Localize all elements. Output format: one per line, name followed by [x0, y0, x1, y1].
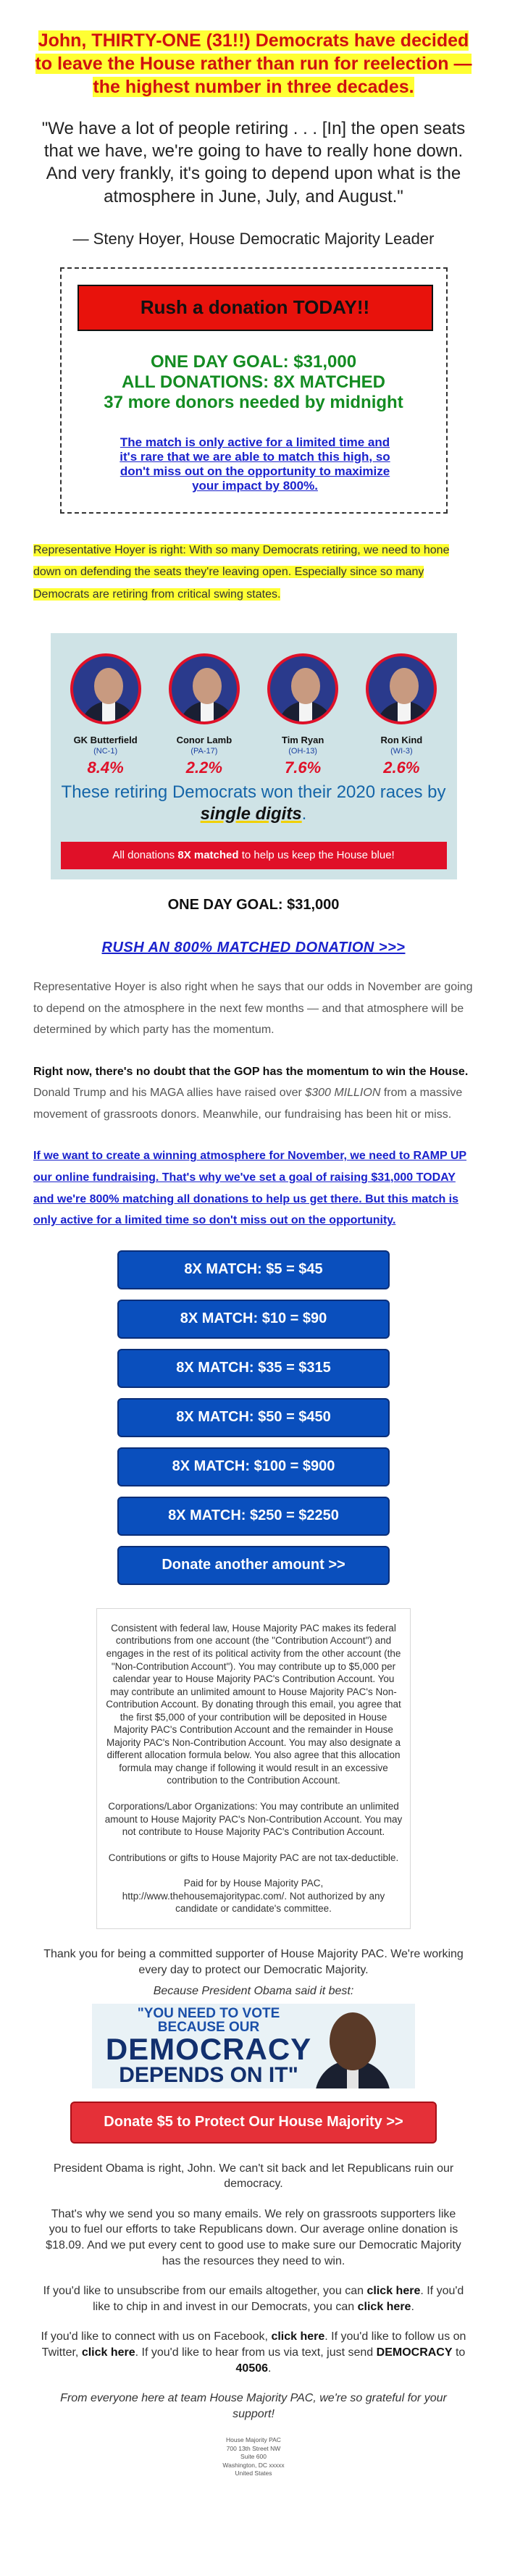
closing-p2: That's why we send you so many emails. We rely on grassroots supporters like you to fuel our efforts to take Republicans down. Our average online donation is $18.09. And we put every cent to good use to make sure our Democratic Majority has the resources they need to win. [46, 2207, 461, 2267]
closing-p3-end: . [411, 2300, 414, 2313]
rush-donation-button[interactable]: Rush a donation TODAY!! [77, 285, 433, 331]
graphic-text-end: . [301, 803, 307, 824]
rep-card [359, 653, 444, 777]
footer-line: 700 13th Street NW [226, 2444, 281, 2452]
rep-name: GK Butterfield [73, 734, 138, 745]
match-note-link[interactable]: The match is only active for a limited time and it's rare that we are able to match this high, so don't miss out on the opportunity to maximize your impact by 800%. [120, 435, 390, 493]
rep-card [260, 653, 345, 777]
goal-line-1: ONE DAY GOAL: $31,000 [150, 351, 357, 372]
banner-text: All donations [112, 849, 175, 862]
donate-50-button[interactable]: 8X MATCH: $50 = $450 [117, 1398, 390, 1437]
rep-name: Conor Lamb [176, 734, 232, 745]
footer-line: United States [235, 2470, 272, 2477]
momentum-amount: $300 MILLION [305, 1087, 381, 1100]
legal-disclaimer [96, 1608, 411, 1929]
hoyer-quote: "We have a lot of people retiring . . . [In] the open seats that we have, we're going to have to really hone down. And very frankly, it's going to depend upon what is the atmosphere in June, July, and August." [41, 119, 466, 206]
paragraph-momentum [33, 1061, 474, 1126]
rep-district: (WI-3) [390, 746, 413, 756]
goal-text [62, 352, 446, 414]
obama-quote-line-1: "YOU NEED TO VOTE BECAUSE OUR [137, 2005, 280, 2035]
protect-majority-button[interactable]: Donate $5 to Protect Our House Majority >> [70, 2102, 437, 2144]
rep-photo [70, 653, 141, 724]
retiring-democrats-graphic[interactable] [51, 633, 457, 879]
obama-quote-image[interactable] [92, 2004, 415, 2088]
closing-p4-text-3: . If you'd like to hear from us via text, just send [135, 2346, 374, 2359]
footer-line: Suite 600 [240, 2453, 267, 2461]
graphic-text-part: These retiring Democrats won their 2020 races by [61, 782, 446, 802]
thank-you-text: Thank you for being a committed supporter of House Majority PAC. We're working every day to protect our Democratic Majority. [43, 1947, 464, 1977]
rep-photo [267, 653, 338, 724]
closing-p3 [41, 2283, 466, 2314]
momentum-text-2: from a massive movement of grassroots donors. Meanwhile, our fundraising has been hit or miss. [33, 1087, 463, 1121]
footer-line: House Majority PAC [226, 2436, 281, 2444]
hoyer-note-text: Representative Hoyer is right: With so many Democrats retiring, we need to hone down on defending the seats they're leaving open. Especially since so many Democrats are retiring from critical swing states. [33, 543, 450, 601]
rep-margin: 8.4% [87, 758, 124, 777]
rep-card [162, 653, 247, 777]
text-keyword: DEMOCRACY [376, 2346, 453, 2359]
obama-intro: Because President Obama said it best: [153, 1984, 354, 1997]
footer-line: Washington, DC xxxxx [222, 2461, 285, 2469]
closing-p4-text-4: to [455, 2346, 466, 2359]
disclaimer-paid-for: Paid for by House Majority PAC, http://www.thehousemajoritypac.com/. Not authorized by any candidate or candidate's committee. [122, 1878, 385, 1915]
rep-district: (NC-1) [93, 746, 118, 756]
hoyer-highlight-note [33, 540, 474, 606]
closing-p4-text-2: . If you'd like to follow us on Twitter, [41, 2330, 466, 2359]
footer-address [0, 2436, 507, 2477]
rep-district: (OH-13) [288, 746, 317, 756]
headline [33, 29, 474, 99]
donate-button-list [0, 1250, 507, 1585]
paragraph-atmosphere: Representative Hoyer is also right when he says that our odds in November are going to depend on the atmosphere in the next few months — and that atmosphere will be determined by which party has the momentum. [33, 980, 473, 1037]
disclaimer-tax: Contributions or gifts to House Majority PAC are not tax-deductible. [108, 1852, 399, 1863]
obama-quote-line-2: DEMOCRACY [105, 2031, 312, 2066]
donate-250-button[interactable]: 8X MATCH: $250 = $2250 [117, 1497, 390, 1536]
donate-other-amount-button[interactable]: Donate another amount >> [117, 1546, 390, 1585]
rush-matched-donation-link[interactable]: RUSH AN 800% MATCHED DONATION >>> [101, 939, 406, 955]
obama-quote-text [104, 2007, 314, 2086]
obama-quote-line-3: DEPENDS ON IT" [119, 2062, 298, 2087]
rep-margin: 7.6% [285, 758, 322, 777]
donate-100-button[interactable]: 8X MATCH: $100 = $900 [117, 1447, 390, 1486]
banner-text-2: to help us keep the House blue! [241, 849, 395, 862]
unsubscribe-link[interactable]: click here [366, 2285, 421, 2298]
closing-p4 [41, 2329, 466, 2376]
goal-line-2: ALL DONATIONS: 8X MATCHED [122, 372, 385, 393]
rep-photo [169, 653, 240, 724]
reps-row [51, 653, 457, 777]
rep-margin: 2.2% [185, 758, 222, 777]
rep-margin: 2.6% [383, 758, 420, 777]
donate-5-button[interactable]: 8X MATCH: $5 = $45 [117, 1250, 390, 1289]
rep-photo [366, 653, 437, 724]
closing-p4-end: . [268, 2362, 272, 2375]
goal-line-3: 37 more donors needed by midnight [104, 393, 403, 413]
headline-text: John, THIRTY-ONE (31!!) Democrats have decided to leave the House rather than run for reelection — the highest number in three decades. [35, 30, 472, 97]
rep-name: Tim Ryan [281, 734, 324, 745]
rep-name: Ron Kind [380, 734, 423, 745]
chip-in-link[interactable]: click here [357, 2300, 411, 2313]
donate-10-button[interactable]: 8X MATCH: $10 = $90 [117, 1300, 390, 1339]
closing-p1: President Obama is right, John. We can't sit back and let Republicans ruin our democracy. [53, 2162, 454, 2191]
text-shortcode: 40506 [235, 2362, 269, 2375]
facebook-link[interactable]: click here [271, 2330, 325, 2343]
closing-p3-text: If you'd like to unsubscribe from our emails altogether, you can [43, 2285, 364, 2298]
graphic-text-emphasis: single digits [200, 803, 302, 824]
closing-text [41, 2161, 466, 2422]
rep-district: (PA-17) [190, 746, 218, 756]
quote-attribution: — Steny Hoyer, House Democratic Majority Leader [72, 229, 435, 248]
graphic-banner [61, 842, 447, 869]
graphic-headline [51, 782, 457, 825]
momentum-bold: Right now, there's no doubt that the GOP has the momentum to win the House. [33, 1065, 469, 1078]
donate-35-button[interactable]: 8X MATCH: $35 = $315 [117, 1349, 390, 1388]
disclaimer-accounts: Consistent with federal law, House Majority PAC makes its federal contributions from one account (the "Contribution Account") and engages in the rest of its political activity from the other account (the "Non-Contribution Account"). You may contribute up to $5,000 per calendar year to House Majority PAC's Contribution Account. You may contribute an unlimited amount to House Majority PAC's Non-Contribution Account. By donating through this email, you agree that the first $5,000 of your contribution will be deposited in House Majority PAC's Contribution Account and the remainder in House Majority PAC's Non-Contribution Account. You may also designate a different allocation formula below. You also agree that this allocation formula may change if following it would result in an excessive contribution to the Contribution Account. [106, 1622, 401, 1786]
disclaimer-corporations: Corporations/Labor Organizations: You may contribute an unlimited amount to House Majority PAC's Non-Contribution Account. You may not contribute to House Majority PAC's Contribution Account. [104, 1800, 403, 1838]
closing-p4-text: If you'd like to connect with us on Facebook, [41, 2330, 268, 2343]
closing-p3-text-2: . If you'd like to chip in and invest in our Democrats, you can [93, 2285, 464, 2313]
rep-card [63, 653, 148, 777]
closing-p5: From everyone here at team House Majority PAC, we're so grateful for your support! [60, 2392, 447, 2420]
twitter-link[interactable]: click here [81, 2346, 135, 2359]
ramp-up-link[interactable]: If we want to create a winning atmosphere for November, we need to RAMP UP our online fundraising. That's why we've set a goal of raising $31,000 TODAY and we're 800% matching all donations to help us get there. But this match is only active for a limited time so don't miss out on the opportunity. [33, 1150, 467, 1227]
obama-portrait [315, 2010, 390, 2088]
one-day-goal: ONE DAY GOAL: $31,000 [167, 896, 340, 913]
donation-callout-box [60, 267, 448, 514]
momentum-text: Donald Trump and his MAGA allies have raised over [33, 1087, 302, 1100]
banner-bold: 8X matched [177, 849, 239, 862]
